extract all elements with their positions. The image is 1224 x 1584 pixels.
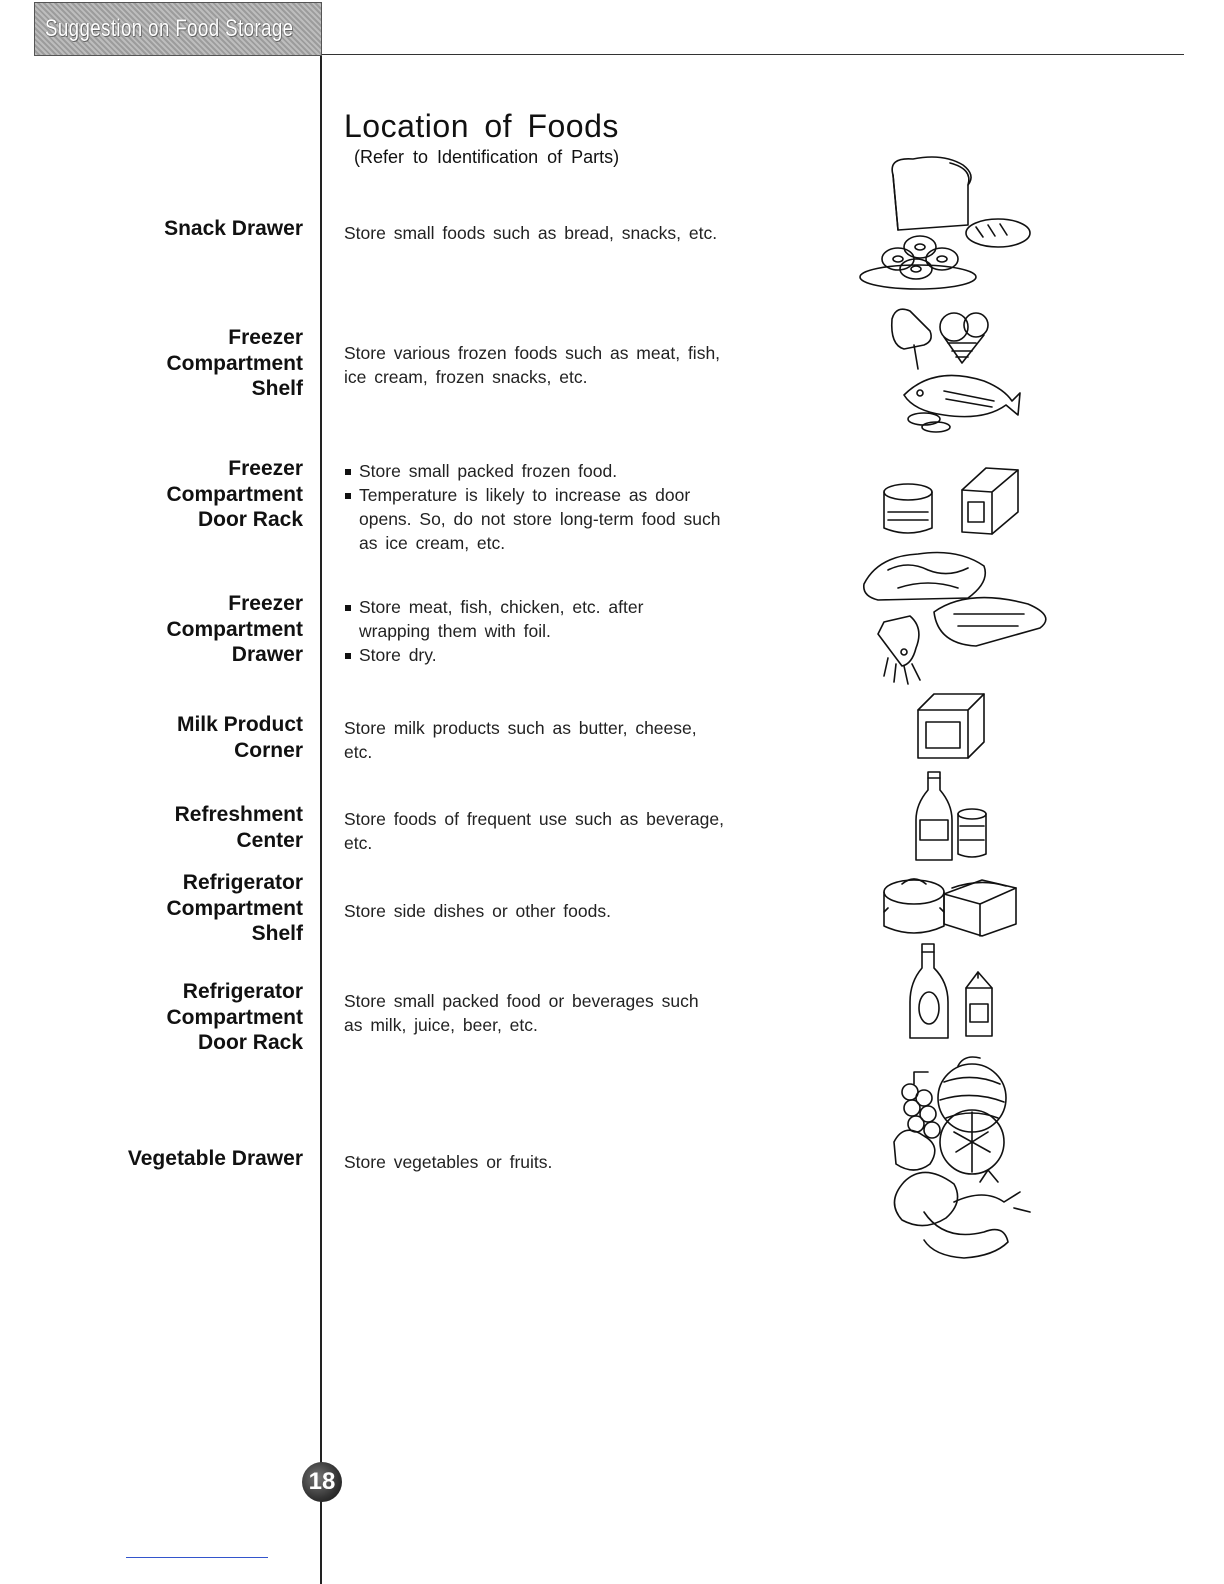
bullet-item: Store meat, fish, chicken, etc. after wrapping them with foil. bbox=[344, 595, 684, 643]
label-freezer-drawer: Freezer Compartment Drawer bbox=[166, 592, 303, 666]
bottle-carton-icon bbox=[908, 942, 1000, 1042]
desc-refreshment-center: Store foods of frequent use such as beverage, etc. bbox=[344, 809, 724, 853]
page-number-badge bbox=[302, 1462, 342, 1502]
label-freezer-shelf: Freezer Compartment Shelf bbox=[166, 326, 303, 400]
section-header-tab bbox=[34, 2, 322, 56]
packed-frozen-food-icon bbox=[882, 462, 1022, 542]
bullet-item: Store small packed frozen food. bbox=[344, 459, 744, 483]
containers-icon bbox=[882, 870, 1018, 940]
bullet-item: Store dry. bbox=[344, 643, 684, 667]
desc-refrigerator-door-rack: Store small packed food or beverages such as milk, juice, beer, etc. bbox=[344, 991, 699, 1035]
page-number: 18 bbox=[308, 1468, 336, 1495]
desc-refrigerator-shelf: Store side dishes or other foods. bbox=[344, 901, 611, 921]
label-vegetable-drawer: Vegetable Drawer bbox=[127, 1147, 303, 1170]
butter-box-icon bbox=[914, 692, 990, 764]
page-subtitle: (Refer to Identification of Parts) bbox=[354, 147, 620, 167]
label-refreshment-center: Refreshment Center bbox=[174, 803, 303, 852]
desc-freezer-shelf: Store various frozen foods such as meat, fish, ice cream, frozen snacks, etc. bbox=[344, 343, 721, 387]
fruits-vegetables-icon bbox=[884, 1052, 1034, 1272]
footer-underline bbox=[126, 1557, 268, 1558]
desc-vegetable-drawer: Store vegetables or fruits. bbox=[344, 1152, 553, 1172]
desc-milk-product-corner: Store milk products such as butter, cheese, etc. bbox=[344, 718, 697, 762]
wrapped-meat-squid-icon bbox=[858, 548, 1058, 688]
label-refrigerator-door-rack: Refrigerator Compartment Door Rack bbox=[166, 980, 303, 1054]
label-snack-drawer: Snack Drawer bbox=[164, 217, 303, 240]
bottle-can-icon bbox=[910, 770, 990, 866]
bread-bagels-icon bbox=[858, 155, 1034, 295]
section-title: Suggestion on Food Storage bbox=[45, 15, 294, 42]
bullet-item: Temperature is likely to increase as door opens. So, do not store long-term food such as ice cream, etc. bbox=[344, 483, 744, 555]
header-rule bbox=[322, 54, 1184, 55]
label-freezer-door-rack: Freezer Compartment Door Rack bbox=[166, 457, 303, 531]
desc-freezer-drawer bbox=[344, 595, 684, 667]
desc-freezer-door-rack bbox=[344, 459, 744, 555]
desc-snack-drawer: Store small foods such as bread, snacks, etc. bbox=[344, 223, 718, 243]
column-divider bbox=[320, 56, 322, 1584]
label-refrigerator-shelf: Refrigerator Compartment Shelf bbox=[166, 871, 303, 945]
page-title: Location of Foods bbox=[344, 108, 619, 144]
ice-cream-fish-icon bbox=[884, 305, 1024, 435]
label-milk-product-corner: Milk Product Corner bbox=[176, 713, 303, 762]
